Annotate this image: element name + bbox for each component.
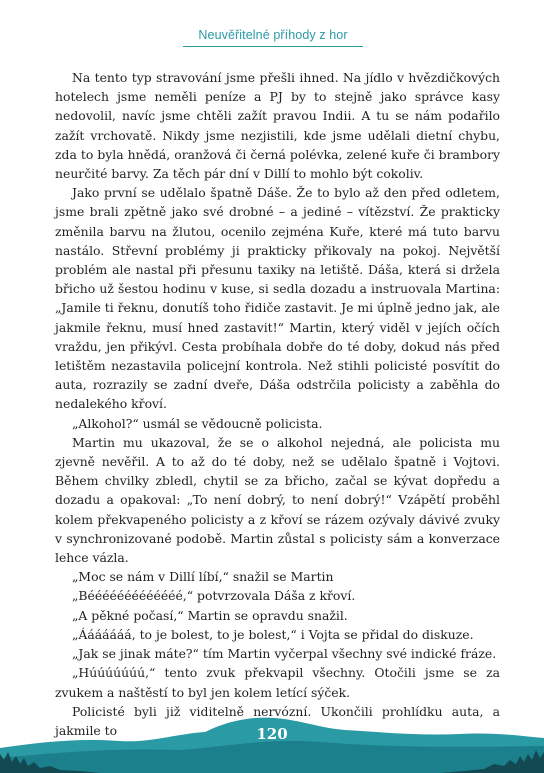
paragraph: „A pěkné počasí,“ Martin se opravdu snažil. [72, 607, 348, 623]
paragraph: „Bééééééééééééé,“ potvrzovala Dáša z křoví. [72, 588, 356, 604]
paragraph: „Húúúúúúú,“ tento zvuk překvapil všechny. Otočili jsme se za zvukem a naštěstí to byl jen kolem letící sýček. [55, 665, 500, 700]
paragraph: Jako první se udělalo špatně Dáše. Že to bylo až den před odletem, jsme brali zpětně jako své drobné – a jediné – vítězství. Že prakticky změnila barvu na žlutou, ocenilo zejména Kuře, které má tuto barvu nastálo. Střevní problémy ji prakticky přikovaly na pokoj. Největší problém ale nastal při přesunu taxiky na letiště. Dáša, která si držela břicho už šestou hodinu v kuse, si sedla dozadu a instruovala Martina: „Jamile ti řeknu, donutíš toho řidiče zastavit. Je mi úplně jedno jak, ale jakmile řeknu, musí hned zastavit!“ Martin, který viděl v jejích očích vraždu, jen přikývl. Cesta probíhala dobře do té doby, dokud nás před letištěm nezastavila policejní kontrola. Než stihli policisté posvítit do auta, rozrazily se zadní dveře, Dáša odstrčila policisty a zaběhla do nedalekého křoví. [55, 185, 500, 412]
page-number: 120 [256, 725, 288, 743]
paragraph: Martin mu ukazoval, že se o alkohol nejedná, ale policista mu zjevně nevěřil. A to až do té doby, než se udělalo špatně i Vojtovi. Během chvilky zbledl, chytil se za břicho, začal se kývat dopředu a dozadu a opakoval: „To není dobrý, to není dobrý!“ Vzápětí proběhl kolem překvapeného policisty a z křoví se rázem ozývaly dávivé zvuky v synchronizované podobě. Martin zůstal s policisty sám a konverzace lehce vázla. [55, 434, 500, 566]
paragraph: „Ááááááá, to je bolest, to je bolest,“ i Vojta se přidal do diskuze. [72, 626, 474, 642]
running-header: Neuvěřitelné příhody z hor [198, 28, 348, 42]
paragraph: Na tento typ stravování jsme přešli ihned. Na jídlo v hvězdičkových hotelech jsme neměli peníze a PJ by to stejně jako správce kasy nedovolil, navíc jsme chtěli zažít pravou Indii. A tu se nám podařilo zažít vrchovatě. Nikdy jsme nezjistili, kde jsme udělali dietní chybu, zda to byla hnědá, oranžová či černá polévka, zelené kuře či brambory neurčité barvy. Za těch pár dní v Dillí to mohlo být cokoliv. [55, 70, 500, 182]
paragraph: „Moc se nám v Dillí líbí,“ snažil se Martin [72, 569, 334, 585]
paragraph: „Alkohol?“ usmál se vědoucně policista. [72, 415, 323, 431]
paragraph: „Jak se jinak máte?“ tím Martin vyčerpal všechny své indické fráze. [72, 646, 497, 662]
body-text [55, 68, 500, 740]
paragraph: Policisté byli již viditelně nervózní. Ukončili prohlídku auta, a jakmile to [55, 703, 500, 738]
header-rule [183, 46, 363, 47]
